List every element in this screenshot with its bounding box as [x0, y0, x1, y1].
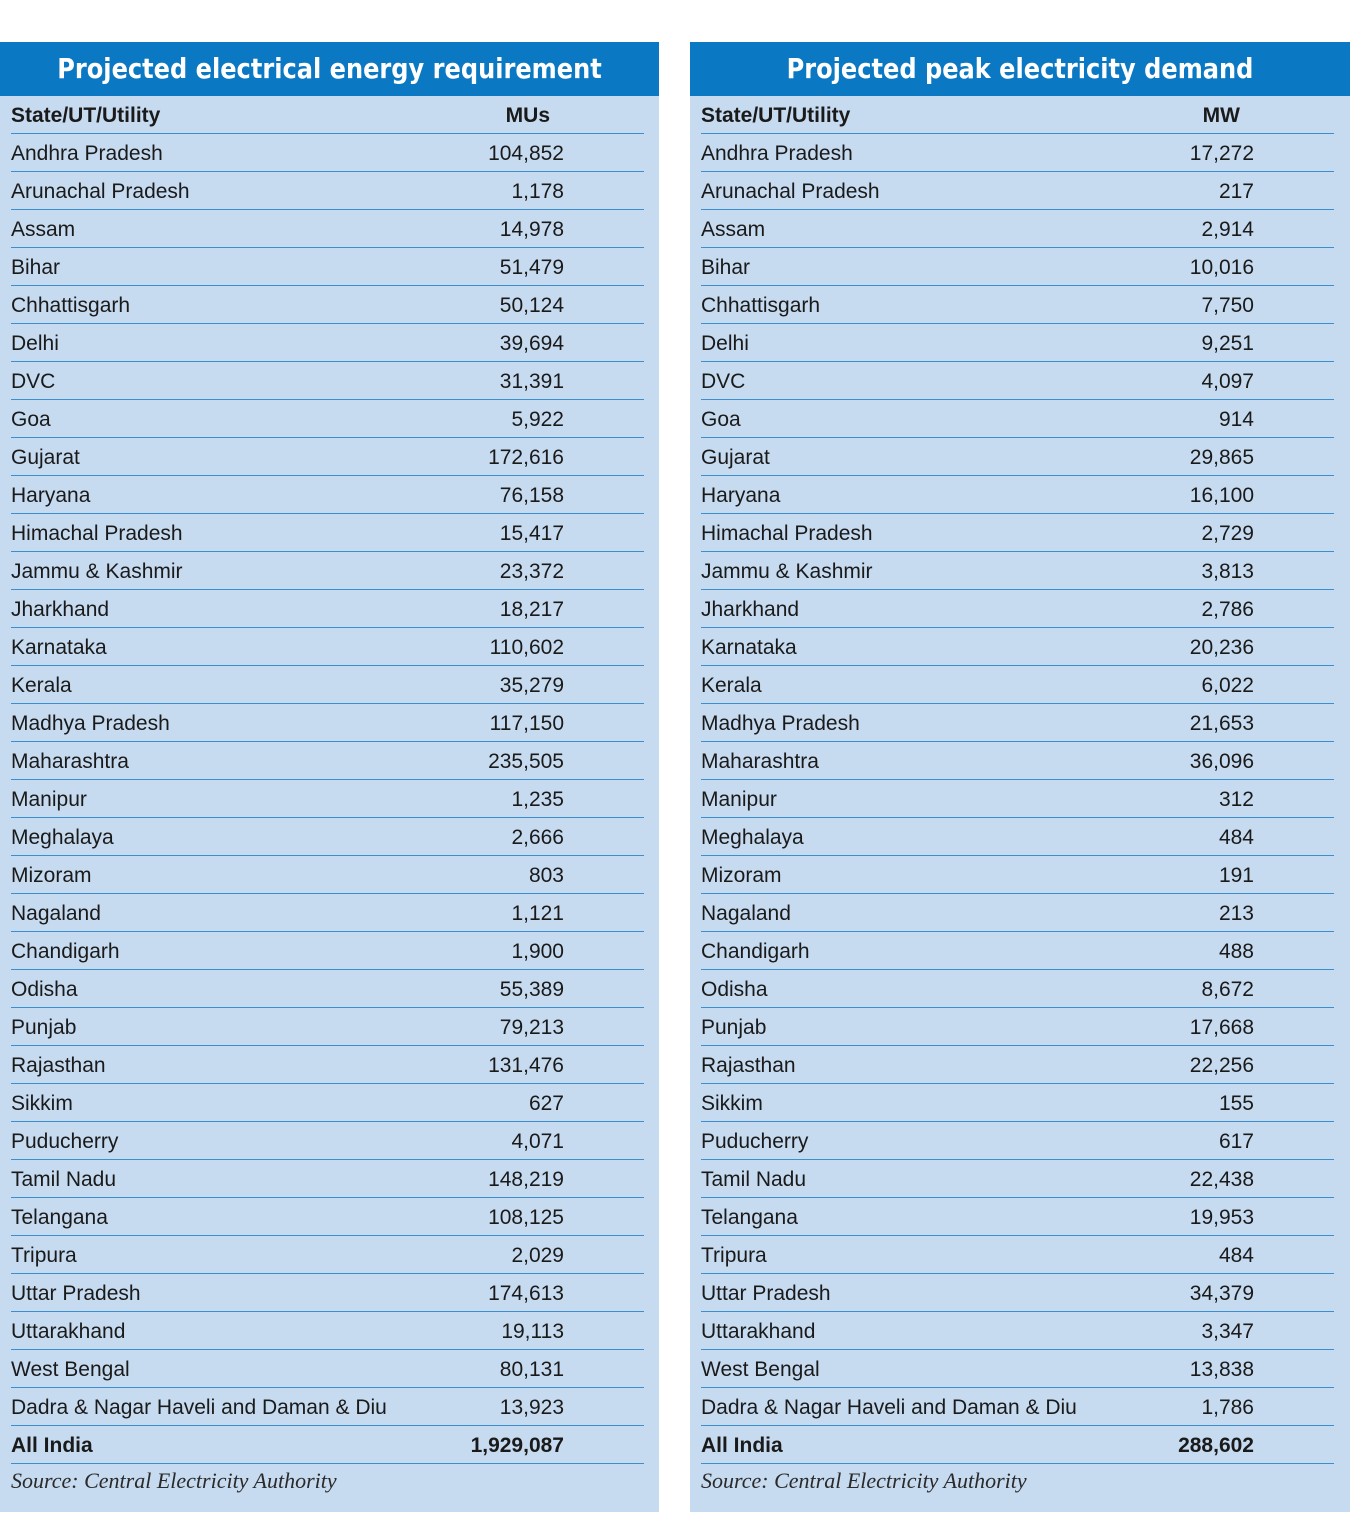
value-cell: 217 — [1218, 180, 1254, 203]
state-name-cell: Jharkhand — [701, 598, 800, 621]
value-cell: 488 — [1218, 940, 1254, 963]
state-name-cell: Chhattisgarh — [701, 294, 821, 317]
peak-demand-panel — [690, 42, 1350, 1512]
table-row — [701, 210, 1334, 248]
table-header-row — [701, 96, 1334, 134]
table-row — [11, 970, 644, 1008]
state-name-cell: Haryana — [11, 484, 91, 507]
value-cell: 10,016 — [1189, 256, 1254, 279]
value-cell: 172,616 — [488, 446, 564, 469]
state-name-cell: Puducherry — [11, 1130, 119, 1153]
state-name-cell: Dadra & Nagar Haveli and Daman & Diu — [11, 1396, 387, 1419]
state-name-cell: West Bengal — [701, 1358, 820, 1381]
value-cell: 50,124 — [499, 294, 564, 317]
table-row — [11, 400, 644, 438]
table-row — [701, 134, 1334, 172]
table-row — [11, 438, 644, 476]
state-name-cell: Assam — [11, 218, 76, 241]
state-name-cell: DVC — [11, 370, 56, 393]
table-row — [701, 1198, 1334, 1236]
value-cell: 803 — [528, 864, 564, 887]
state-name-cell: Puducherry — [701, 1130, 809, 1153]
value-cell: 7,750 — [1201, 294, 1254, 317]
table-row — [701, 856, 1334, 894]
value-cell: 6,022 — [1201, 674, 1254, 697]
table-row — [11, 514, 644, 552]
state-name-cell: Mizoram — [701, 864, 782, 887]
value-cell: 14,978 — [499, 218, 564, 241]
state-name-cell: Rajasthan — [701, 1054, 796, 1077]
value-cell: 4,071 — [511, 1130, 564, 1153]
table-row — [11, 1236, 644, 1274]
state-name-cell: Karnataka — [11, 636, 107, 659]
value-cell: 35,279 — [499, 674, 564, 697]
table-row — [701, 818, 1334, 856]
table-row — [11, 1198, 644, 1236]
value-cell: 3,347 — [1201, 1320, 1254, 1343]
table-row — [701, 552, 1334, 590]
table-row — [11, 704, 644, 742]
table-row — [701, 932, 1334, 970]
state-name-cell: Rajasthan — [11, 1054, 106, 1077]
table-row — [701, 400, 1334, 438]
state-name-cell: Andhra Pradesh — [701, 142, 853, 165]
table-row — [701, 438, 1334, 476]
table-row — [11, 476, 644, 514]
table-row — [701, 666, 1334, 704]
energy-requirement-title-bar — [0, 42, 659, 96]
state-name-cell: Assam — [701, 218, 766, 241]
state-name-cell: Arunachal Pradesh — [701, 180, 880, 203]
table-row — [11, 1274, 644, 1312]
state-name-cell: Maharashtra — [701, 750, 819, 773]
value-cell: 174,613 — [488, 1282, 564, 1305]
column-header-mw: MW — [1202, 104, 1240, 127]
value-cell: 19,113 — [501, 1320, 564, 1343]
state-name-cell: Chandigarh — [701, 940, 810, 963]
state-name-cell: Nagaland — [11, 902, 101, 925]
table-row — [701, 894, 1334, 932]
value-cell: 1,178 — [511, 180, 564, 203]
value-cell: 1,900 — [511, 940, 564, 963]
table-row — [11, 552, 644, 590]
peak-demand-title: Projected peak electricity demand — [736, 42, 1304, 96]
table-row — [701, 362, 1334, 400]
table-row — [701, 970, 1334, 1008]
value-cell: 4,097 — [1201, 370, 1254, 393]
state-name-cell: Tamil Nadu — [701, 1168, 807, 1191]
value-cell: 108,125 — [488, 1206, 564, 1229]
value-cell: 55,389 — [499, 978, 564, 1001]
value-cell: 155 — [1218, 1092, 1254, 1115]
state-name-cell: Tripura — [11, 1244, 77, 1267]
table-row — [11, 666, 644, 704]
source-note: Source: Central Electricity Authority — [11, 1468, 337, 1493]
value-cell: 16,100 — [1189, 484, 1254, 507]
table-row — [11, 248, 644, 286]
state-name-cell: Jammu & Kashmir — [701, 560, 873, 583]
value-cell: 13,838 — [1189, 1358, 1254, 1381]
state-name-cell: Himachal Pradesh — [701, 522, 873, 545]
state-name-cell: Chhattisgarh — [11, 294, 131, 317]
value-cell: 29,865 — [1189, 446, 1254, 469]
energy-requirement-panel — [0, 42, 659, 1512]
source-note: Source: Central Electricity Authority — [701, 1468, 1027, 1493]
state-name-cell: Goa — [11, 408, 51, 431]
value-cell: 1,235 — [511, 788, 564, 811]
state-name-cell: Jammu & Kashmir — [11, 560, 183, 583]
state-name-cell: Nagaland — [701, 902, 791, 925]
state-name-cell: Mizoram — [11, 864, 92, 887]
table-row — [11, 1312, 644, 1350]
table-row — [701, 1350, 1334, 1388]
state-name-cell: Madhya Pradesh — [701, 712, 860, 735]
value-cell: 51,479 — [499, 256, 564, 279]
value-cell: 23,372 — [499, 560, 564, 583]
value-cell: 312 — [1218, 788, 1254, 811]
value-cell: 148,219 — [488, 1168, 564, 1191]
value-cell: 21,653 — [1189, 712, 1254, 735]
state-name-cell: Himachal Pradesh — [11, 522, 183, 545]
table-row — [701, 1008, 1334, 1046]
value-cell: 39,694 — [499, 332, 564, 355]
value-cell: 484 — [1218, 1244, 1254, 1267]
table-row — [11, 1350, 644, 1388]
value-cell: 36,096 — [1189, 750, 1254, 773]
table-row — [701, 1274, 1334, 1312]
state-name-cell: Gujarat — [11, 446, 80, 469]
value-cell: 76,158 — [499, 484, 564, 507]
state-name-cell: Sikkim — [701, 1092, 763, 1115]
value-cell: 617 — [1218, 1130, 1254, 1153]
table-row — [701, 1122, 1334, 1160]
value-cell: 22,256 — [1189, 1054, 1254, 1077]
table-row — [701, 1160, 1334, 1198]
value-cell: 213 — [1218, 902, 1254, 925]
table-row — [701, 324, 1334, 362]
table-row — [11, 362, 644, 400]
value-cell: 104,852 — [488, 142, 564, 165]
table-row — [11, 210, 644, 248]
value-cell: 131,476 — [488, 1054, 564, 1077]
state-name-cell: Chandigarh — [11, 940, 120, 963]
state-name-cell: Dadra & Nagar Haveli and Daman & Diu — [701, 1396, 1077, 1419]
table-header-row — [11, 96, 644, 134]
table-row — [701, 590, 1334, 628]
state-name-cell: Telangana — [701, 1206, 798, 1229]
table-row — [701, 1046, 1334, 1084]
table-total-row — [701, 1426, 1334, 1464]
table-row — [701, 514, 1334, 552]
value-cell: 9,251 — [1201, 332, 1254, 355]
table-row — [701, 780, 1334, 818]
value-cell: 1,786 — [1201, 1396, 1254, 1419]
table-row — [701, 172, 1334, 210]
table-row — [701, 476, 1334, 514]
state-name-cell: Sikkim — [11, 1092, 73, 1115]
value-cell: 235,505 — [488, 750, 564, 773]
column-header-mus: MUs — [505, 104, 550, 127]
state-name-cell: Manipur — [11, 788, 87, 811]
state-name-cell: Tripura — [701, 1244, 767, 1267]
table-row — [11, 1084, 644, 1122]
state-name-cell: Haryana — [701, 484, 781, 507]
state-name-cell: Delhi — [701, 332, 749, 355]
table-row — [701, 1084, 1334, 1122]
total-label: All India — [11, 1434, 93, 1457]
value-cell: 13,923 — [499, 1396, 564, 1419]
value-cell: 3,813 — [1201, 560, 1254, 583]
value-cell: 2,914 — [1201, 218, 1254, 241]
table-row — [11, 286, 644, 324]
table-row — [11, 856, 644, 894]
table-row — [11, 1388, 644, 1426]
table-body — [11, 134, 644, 1426]
state-name-cell: Odisha — [701, 978, 768, 1001]
state-name-cell: Punjab — [11, 1016, 77, 1039]
state-name-cell: Uttarakhand — [11, 1320, 126, 1343]
value-cell: 18,217 — [499, 598, 564, 621]
table-row — [701, 1388, 1334, 1426]
table-row — [701, 1312, 1334, 1350]
state-name-cell: DVC — [701, 370, 746, 393]
state-name-cell: Madhya Pradesh — [11, 712, 170, 735]
state-name-cell: Bihar — [11, 256, 61, 279]
state-name-cell: Odisha — [11, 978, 78, 1001]
table-row — [11, 324, 644, 362]
energy-requirement-title: Projected electrical energy requirement — [46, 42, 613, 96]
table-row — [701, 742, 1334, 780]
state-name-cell: Uttar Pradesh — [701, 1282, 831, 1305]
value-cell: 914 — [1218, 408, 1254, 431]
state-name-cell: Kerala — [701, 674, 762, 697]
state-name-cell: Andhra Pradesh — [11, 142, 163, 165]
table-row — [11, 590, 644, 628]
value-cell: 191 — [1218, 864, 1254, 887]
value-cell: 17,668 — [1189, 1016, 1254, 1039]
table-row — [701, 286, 1334, 324]
state-name-cell: Meghalaya — [701, 826, 804, 849]
value-cell: 484 — [1218, 826, 1254, 849]
state-name-cell: Uttar Pradesh — [11, 1282, 141, 1305]
value-cell: 627 — [528, 1092, 564, 1115]
value-cell: 8,672 — [1201, 978, 1254, 1001]
table-row — [11, 932, 644, 970]
value-cell: 31,391 — [499, 370, 564, 393]
table-row — [11, 134, 644, 172]
state-name-cell: Maharashtra — [11, 750, 129, 773]
value-cell: 117,150 — [489, 712, 564, 735]
value-cell: 2,729 — [1201, 522, 1254, 545]
state-name-cell: Gujarat — [701, 446, 770, 469]
energy-requirement-table — [11, 96, 644, 1464]
state-name-cell: Jharkhand — [11, 598, 110, 621]
value-cell: 19,953 — [1189, 1206, 1254, 1229]
state-name-cell: Tamil Nadu — [11, 1168, 117, 1191]
table-row — [701, 628, 1334, 666]
table-row — [701, 1236, 1334, 1274]
total-label: All India — [701, 1434, 783, 1457]
table-row — [11, 780, 644, 818]
table-row — [11, 742, 644, 780]
table-row — [11, 1160, 644, 1198]
table-row — [11, 894, 644, 932]
state-name-cell: Goa — [701, 408, 741, 431]
table-row — [11, 1046, 644, 1084]
state-name-cell: Arunachal Pradesh — [11, 180, 190, 203]
state-name-cell: Bihar — [701, 256, 751, 279]
state-name-cell: Telangana — [11, 1206, 108, 1229]
state-name-cell: Kerala — [11, 674, 72, 697]
table-row — [11, 818, 644, 856]
table-row — [11, 1008, 644, 1046]
value-cell: 2,029 — [511, 1244, 564, 1267]
value-cell: 2,666 — [511, 826, 564, 849]
table-row — [701, 704, 1334, 742]
value-cell: 20,236 — [1189, 636, 1254, 659]
state-name-cell: Delhi — [11, 332, 59, 355]
value-cell: 22,438 — [1189, 1168, 1254, 1191]
table-body — [701, 134, 1334, 1426]
value-cell: 80,131 — [499, 1358, 564, 1381]
value-cell: 15,417 — [499, 522, 564, 545]
value-cell: 5,922 — [511, 408, 564, 431]
peak-demand-title-bar — [690, 42, 1350, 96]
total-value: 1,929,087 — [470, 1434, 564, 1457]
state-name-cell: Uttarakhand — [701, 1320, 816, 1343]
state-name-cell: Meghalaya — [11, 826, 114, 849]
value-cell: 2,786 — [1201, 598, 1254, 621]
column-header-state: State/UT/Utility — [701, 104, 851, 127]
table-row — [11, 628, 644, 666]
value-cell: 34,379 — [1189, 1282, 1254, 1305]
column-header-state: State/UT/Utility — [11, 104, 161, 127]
total-value: 288,602 — [1178, 1434, 1254, 1457]
table-row — [11, 172, 644, 210]
value-cell: 1,121 — [511, 902, 564, 925]
table-total-row — [11, 1426, 644, 1464]
state-name-cell: Karnataka — [701, 636, 797, 659]
state-name-cell: Manipur — [701, 788, 777, 811]
state-name-cell: West Bengal — [11, 1358, 130, 1381]
peak-demand-table — [701, 96, 1334, 1464]
table-row — [701, 248, 1334, 286]
value-cell: 110,602 — [489, 636, 564, 659]
value-cell: 79,213 — [499, 1016, 564, 1039]
value-cell: 17,272 — [1189, 142, 1254, 165]
table-row — [11, 1122, 644, 1160]
state-name-cell: Punjab — [701, 1016, 767, 1039]
